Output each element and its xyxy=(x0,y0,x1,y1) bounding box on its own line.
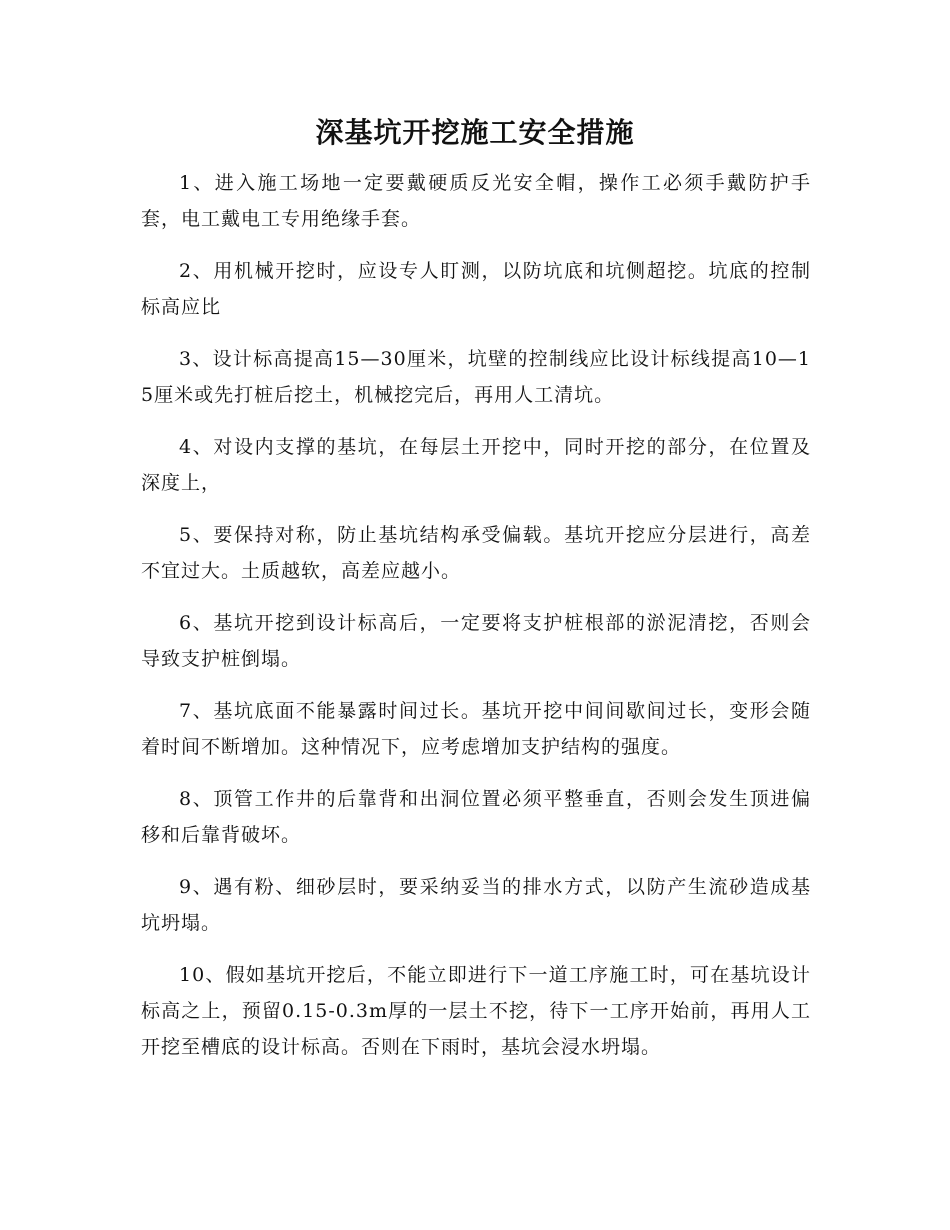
paragraph-4: 4、对设内支撑的基坑，在每层土开挖中，同时开挖的部分，在位置及深度上， xyxy=(141,436,811,494)
paragraph-3: 3、设计标高提高15—30厘米，坑壁的控制线应比设计标线提高10—15厘米或先打桩后挖土，机械挖完后，再用人工清坑。 xyxy=(141,348,811,406)
paragraph-7: 7、基坑底面不能暴露时间过长。基坑开挖中间间歇间过长，变形会随着时间不断增加。这种情况下，应考虑增加支护结构的强度。 xyxy=(141,700,811,758)
paragraph-2: 2、用机械开挖时，应设专人盯测，以防坑底和坑侧超挖。坑底的控制标高应比 xyxy=(141,260,811,318)
paragraph-6: 6、基坑开挖到设计标高后，一定要将支护桩根部的淤泥清挖，否则会导致支护桩倒塌。 xyxy=(141,612,811,670)
paragraph-5: 5、要保持对称，防止基坑结构承受偏载。基坑开挖应分层进行，高差不宜过大。土质越软，高差应越小。 xyxy=(141,524,811,582)
paragraph-9: 9、遇有粉、细砂层时，要采纳妥当的排水方式，以防产生流砂造成基坑坍塌。 xyxy=(141,876,811,934)
paragraph-1: 1、进入施工场地一定要戴硬质反光安全帽，操作工必须手戴防护手套，电工戴电工专用绝缘手套。 xyxy=(141,172,811,230)
document-title: 深基坑开挖施工安全措施 xyxy=(315,116,635,149)
paragraph-10: 10、假如基坑开挖后，不能立即进行下一道工序施工时，可在基坑设计标高之上，预留0.15-0.3m厚的一层土不挖，待下一工序开始前，再用人工开挖至槽底的设计标高。否则在下雨时，基坑会浸水坍塌。 xyxy=(141,964,811,1058)
paragraph-8: 8、顶管工作井的后靠背和出洞位置必须平整垂直，否则会发生顶进偏移和后靠背破坏。 xyxy=(141,788,811,846)
document-body xyxy=(141,165,811,1081)
